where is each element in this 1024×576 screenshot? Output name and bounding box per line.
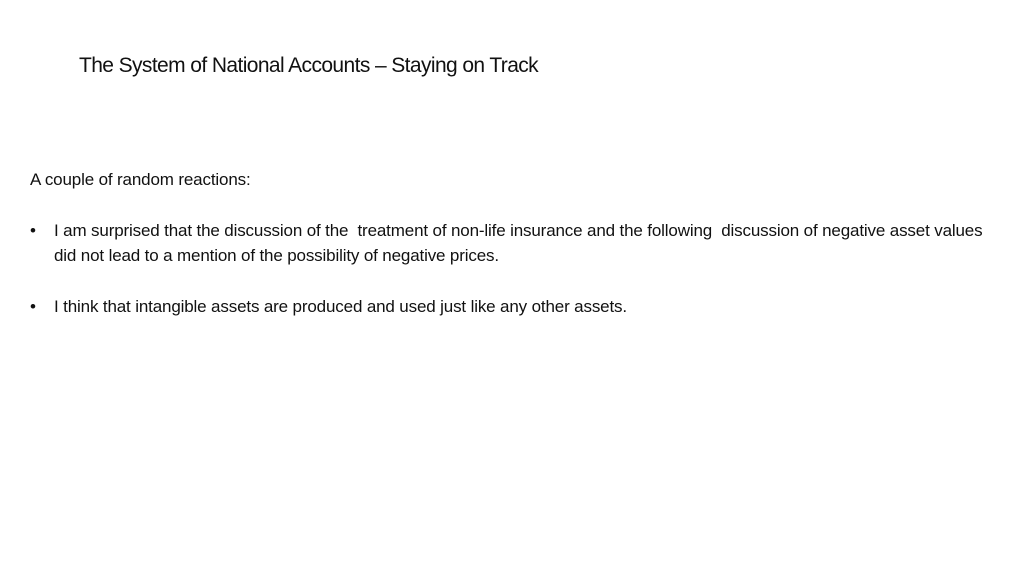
slide-title: The System of National Accounts – Staying on Track	[79, 54, 539, 77]
bullet-item	[30, 294, 990, 319]
bullet-marker: •	[30, 297, 36, 316]
bullet-text: I think that intangible assets are produced and used just like any other assets.	[54, 297, 627, 316]
bullet-text: I am surprised that the discussion of the treatment of non-life insurance and the following discussion of negative asset values did not lead to a mention of the possibility of negative prices.	[54, 221, 988, 265]
bullet-list	[30, 218, 990, 319]
bullet-item	[30, 218, 990, 268]
bullet-marker: •	[30, 221, 36, 240]
slide-body	[30, 167, 990, 345]
intro-text: A couple of random reactions:	[30, 170, 251, 189]
